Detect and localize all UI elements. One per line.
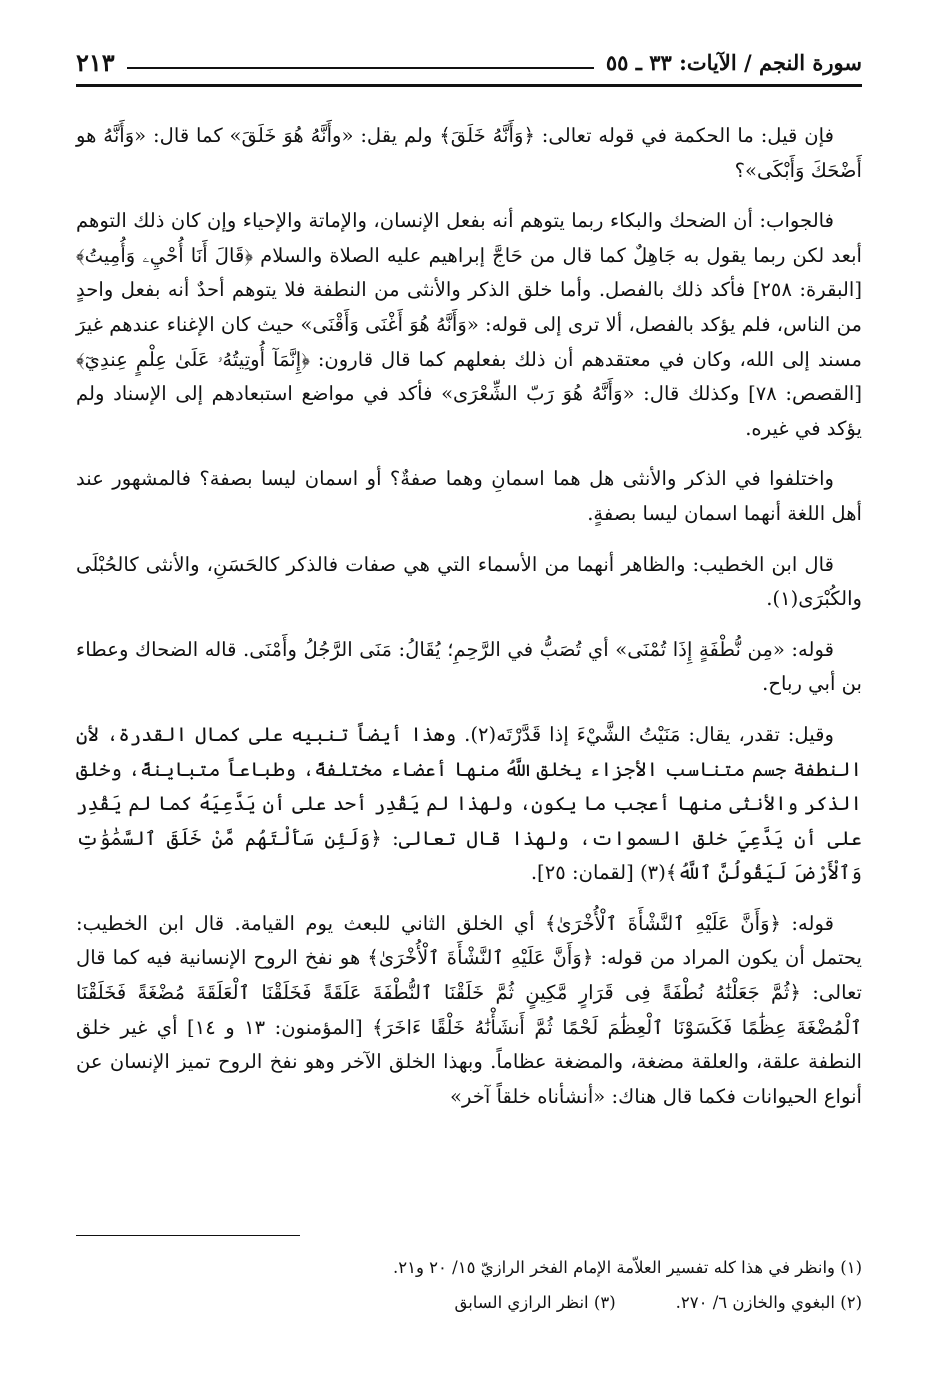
page <box>76 40 862 1350</box>
surah-title: سورة النجم / الآيات: ٣٣ ـ ٥٥ <box>605 49 862 75</box>
running-header <box>76 40 862 87</box>
body-text <box>76 119 862 1114</box>
footnote-3: (٣) انظر الرازي السابق <box>454 1293 616 1312</box>
paragraph-question: فإن قيل: ما الحكمة في قوله تعالى: ﴿وَأَنَّهُ خَلَقَ﴾ ولم يقل: «وأَنَّهُ هُوَ خَلَقَ» كما قال: «وَأَنَّهُ هو أَضْحَكَ وَأَبْكَى»؟ <box>76 124 862 182</box>
header-rule <box>127 67 594 69</box>
paragraph-qadr: وقيل: تقدر، يقال: مَنَيْتُ الشَّيْءَ إذا قَدَّرْتَه(٢). وهذا أيضاً تنبيه على كمال القدرة، لأن النطفة جسم متناسب الأجزاء يخلق اللَّهُ منها أعضاء مختلفةً، وطباعاً متباينةً، وخلق الذكر والأنثى منها أعجب ما يكون، ولهذا لم يَقْدِر أحد على أن يَدَّعِيَهُ كما لم يَقْدِر على أن يَدَّعِيَ خلق السموات، ولهذا قال تعالى: ﴿وَلَئِن سَأَلْتَهُم مَّنْ خَلَقَ ٱلسَّمَٰوَٰتِ وَٱلْأَرْضَ لَيَقُولُنَّ ٱللَّهُ﴾(٣) [لقمان: ٢٥]. <box>76 722 862 885</box>
paragraph-nashaa: قوله: ﴿وَأَنَّ عَلَيْهِ ٱلنَّشْأَةَ ٱلْأُخْرَىٰ﴾ أي الخلق الثاني للبعث يوم القيامة. قال ابن الخطيب: يحتمل أن يكون المراد من قوله: ﴿وَأَنَّ عَلَيْهِ ٱلنَّشْأَةَ ٱلْأُخْرَىٰ﴾ هو نفخ الروح الإنسانية فيه كما قال تعالى: ﴿ثُمَّ جَعَلْنَٰهُ نُطْفَةً فِى قَرَارٍ مَّكِينٍ ثُمَّ خَلَقْنَا ٱلنُّطْفَةَ عَلَقَةً فَخَلَقْنَا ٱلْعَلَقَةَ مُضْغَةً فَخَلَقْنَا ٱلْمُضْغَةَ عِظَٰمًا فَكَسَوْنَا ٱلْعِظَٰمَ لَحْمًا ثُمَّ أَنشَأْنَٰهُ خَلْقًا ءَاخَرَ﴾ [المؤمنون: ١٣ و ١٤] أي غير خلق النطفة علقة، والعلقة مضغة، والمضغة عظاماً. وبهذا الخلق الآخر وهو نفخ الروح تميز الإنسان عن أنواع الحيوانات فكما قال هناك: «أنشأناه خلقاً آخر» <box>76 911 862 1108</box>
footnote-divider <box>76 1235 300 1236</box>
paragraph-dispute: واختلفوا في الذكر والأنثى هل هما اسمانِ وهما صفةٌ؟ أو اسمان ليسا بصفة؟ فالمشهور عند أهل اللغة أنهما اسمان ليسا بصفةٍ. <box>76 467 862 525</box>
page-number: ٢١٣ <box>76 47 115 77</box>
paragraph-ibn-khatib: قال ابن الخطيب: والظاهر أنهما من الأسماء التي هي صفات فالذكر كالحَسَنِ، والأنثى كالحُبْلَى والكُبْرَى(١). <box>76 552 862 611</box>
paragraph-answer: فالجواب: أن الضحك والبكاء ربما يتوهم أنه بفعل الإنسان، والإماتة والإحياء وإن كان ذلك التوهم أبعد لكن ربما يقول به جَاهِلٌ كما قال من حَاجَّ إبراهيم عليه الصلاة والسلام ﴿قَالَ أَنَا أُحْيِۦ وَأُمِيتُ﴾ [البقرة: ٢٥٨] فأكد ذلك بالفصل. وأما خلق الذكر والأنثى من النطفة فلا يتوهم أحدٌ أنه بفعل واحدٍ من الناس، فلم يؤكد بالفصل، ألا ترى إلى قوله: «وَأَنَّهُ هُوَ أَغْنَى وَأَقْنَى» حيث كان الإغناء عندهم غيرَ مسند إلى الله، وكان في معتقدهم أن ذلك بفعلهم كما قال قارون: ﴿إِنَّمَآ أُوتِيتُهُۥ عَلَىٰ عِلْمٍ عِندِيٓ﴾ [القصص: ٧٨] وكذلك قال: «وَأَنَّهُ هُوَ رَبّ الشِّعْرَى» فأكد في مواضع استبعادهم إلى الإسناد ولم يؤكد في غيره. <box>76 209 862 440</box>
footnotes <box>76 1250 862 1320</box>
footnote-row <box>76 1285 862 1320</box>
paragraph-nutfa: قوله: «مِن نُّطْفَةٍ إِذَا تُمْنَى» أي تُصَبُّ في الرَّحِمِ؛ يُقَالُ: مَنَى الرَّجُلُ وأَمْنَى. قاله الضحاك وعطاء بن أبي رباح. <box>76 637 862 696</box>
footnote-2: (٢) البغوي والخازن ٦/ ٢٧٠. <box>675 1293 862 1312</box>
footnote-1: (١) وانظر في هذا كله تفسير العلاّمة الإمام الفخر الرازيّ ١٥/ ٢٠ و٢١. <box>392 1258 862 1277</box>
